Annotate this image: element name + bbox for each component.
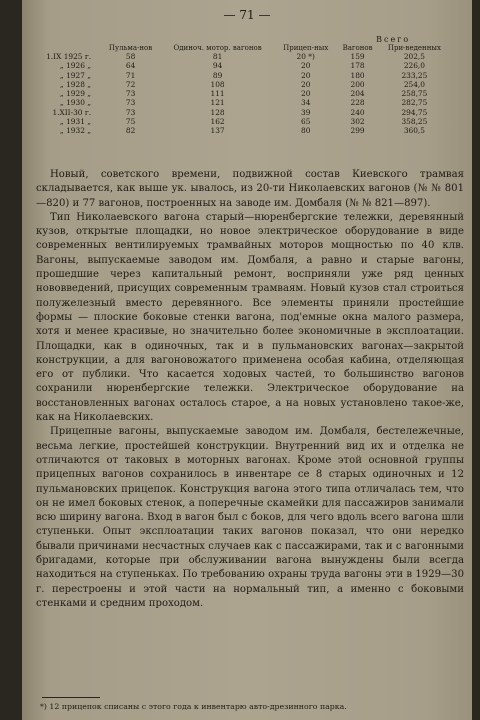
table-row-date: „ 1926 „ — [59, 61, 92, 71]
table-row-date: „ 1928 „ — [59, 79, 92, 89]
table-header-cell: Прицеп-ных — [283, 44, 329, 52]
table-header-cell: При-веденных — [387, 44, 441, 52]
page-number: — 71 — — [223, 8, 271, 22]
table-cell: 178 — [350, 61, 365, 71]
table-header-cell — [30, 36, 101, 52]
table-cell: 20 — [301, 61, 311, 71]
table-row-date: 1.XII-30 г. — [52, 107, 92, 117]
table-cell: 34 — [301, 98, 311, 108]
table-cell: 360,5 — [403, 126, 425, 136]
table-row — [30, 126, 450, 135]
table-cell: 20 — [301, 70, 311, 80]
table-row-date: „ 1929 „ — [59, 89, 92, 99]
table-cell: 159 — [350, 52, 365, 61]
table-cell: 73 — [125, 98, 136, 108]
table-row-date: 1.IX 1925 г. — [46, 52, 92, 61]
table-cell: 162 — [210, 117, 225, 127]
table-cell: 137 — [210, 126, 225, 136]
rolling-stock-table — [30, 36, 450, 136]
table-cell: 72 — [125, 79, 136, 89]
table-cell: 58 — [125, 52, 136, 61]
table-cell: 233,25 — [401, 70, 428, 80]
table-header-cell: Пульма-нов — [108, 44, 153, 52]
table-cell: 73 — [125, 107, 136, 117]
table-header-cell: Вагонов — [342, 44, 373, 52]
table-row — [30, 80, 450, 89]
table-cell: 228 — [350, 98, 365, 108]
table-row — [30, 61, 450, 70]
table-header-cell: Одиноч. мотор. вагонов — [173, 44, 262, 52]
table-row — [30, 117, 450, 126]
table-cell: 94 — [212, 61, 223, 71]
table-cell: 20 — [301, 79, 311, 89]
body-text — [36, 168, 464, 611]
footnote-rule — [42, 697, 100, 698]
table-cell: 128 — [210, 107, 225, 117]
paragraph: Тип Николаевского вагона старый—нюренбергские тележки, деревянный кузов, открытые площадки, но новое электрическое оборудование в виде современных вентилируемых трамвайных моторов мощностью по 40 клв. Вагоны, выпускаемые заводом им. Домбаля, а равно и старые вагоны, прошедшие через капитальный ремонт, восприняли уже ряд ценных нововведений, присущих современным трамваям. Новый кузов стал строиться полужелезный вместо деревянного. Все элементы приняли простейшие формы — плоские боковые стенки вагона, под'емные окна малого размера, хотя и менее красивые, но значительно более экономичные в эксплоатации. Площадки, как в одиночных, так и в пульмановских вагонах—закрытой конструкции, а для вагоновожатого применена особая кабина, отделяющая его от публики. Что касается ходовых частей, то большинство вагонов сохранили нюренбергские тележки. Электрическое оборудование на восстановленных вагонах осталось старое, а на новых установлено такое-же, как на Николаевских. — [36, 211, 464, 424]
table-body — [30, 52, 450, 136]
table-cell: 121 — [210, 98, 225, 108]
table-row-date: „ 1930 „ — [59, 98, 92, 108]
table-cell: 282,75 — [401, 98, 428, 108]
table-cell: 20 — [301, 89, 311, 99]
table-cell: 64 — [125, 61, 136, 71]
table-cell: 302 — [350, 117, 365, 127]
table-cell: 71 — [125, 70, 136, 80]
table-cell: 202,5 — [403, 52, 425, 61]
table-cell: 39 — [301, 107, 311, 117]
table-cell: 254,0 — [403, 79, 425, 89]
table-cell: 294,75 — [401, 107, 428, 117]
footnote: *) 12 прицепок списаны с этого года к инвентарю авто-дрезинного парка. — [40, 702, 347, 711]
table-cell: 111 — [210, 89, 225, 99]
table-cell: 200 — [350, 79, 365, 89]
table-row — [30, 108, 450, 117]
table-cell: 240 — [350, 107, 365, 117]
table-cell: 65 — [301, 117, 311, 127]
table-row — [30, 98, 450, 107]
table-row — [30, 89, 450, 98]
table-cell: 73 — [125, 89, 136, 99]
table-cell: 180 — [350, 70, 365, 80]
table-cell: 204 — [350, 89, 365, 99]
table-cell: 20 *) — [296, 52, 315, 61]
table-row-date: „ 1927 „ — [59, 70, 92, 80]
table-row — [30, 71, 450, 80]
table-group-header: Всего — [376, 35, 411, 44]
table-cell: 108 — [210, 79, 225, 89]
paragraph: Новый, советского времени, подвижной состав Киевского трамвая складывается, как выше ук. ывалось, из 20-ти Николаевских вагонов (№ № 801—820) и 77 вагонов, построенных на заводе им. Домбаля (№ № 821—897). — [36, 169, 464, 209]
table-cell: 89 — [212, 70, 223, 80]
book-page — [22, 0, 472, 720]
table-cell: 82 — [125, 126, 136, 136]
table-cell: 258,75 — [401, 89, 428, 99]
table-row-date: „ 1931 „ — [59, 117, 92, 127]
table-cell: 75 — [125, 117, 136, 127]
table-cell: 80 — [301, 126, 311, 136]
table-cell: 358,25 — [401, 117, 428, 127]
table-row-date: „ 1932 „ — [59, 126, 92, 136]
paragraph: Прицепные вагоны, выпускаемые заводом им. Домбаля, бестележечные, весьма легкие, простейшей конструкции. Внутренний вид их и отделка не отличаются от таковых в моторных вагонах. Кроме этой основной группы прицепных вагонов сохранилось в инвентаре се 8 старых одиночных и 12 пульмановских прицепок. Конструкция вагона этого типа отличалась тем, что он не имел боковых стенок, а поперечные скамейки для пассажиров занимали всю ширину вагона. Вход в вагон был с боков, для чего вдоль всего вагона шли ступеньки. Опыт эксплоатации таких вагонов показал, что они нередко бывали причинами несчастных случаев как с пассажирами, так и с вагонными бригадами, которые при обслуживании вагона вынуждены были всегда находиться на ступеньках. По требованию охраны труда вагоны эти в 1929—30 г. перестроены и этой части на нормальный тип, а именно с боковыми стенками и средним проходом. — [36, 426, 464, 609]
table-cell: 81 — [212, 52, 223, 61]
table-cell: 299 — [350, 126, 365, 136]
table-cell: 226,0 — [403, 61, 425, 71]
table-row — [30, 52, 450, 61]
